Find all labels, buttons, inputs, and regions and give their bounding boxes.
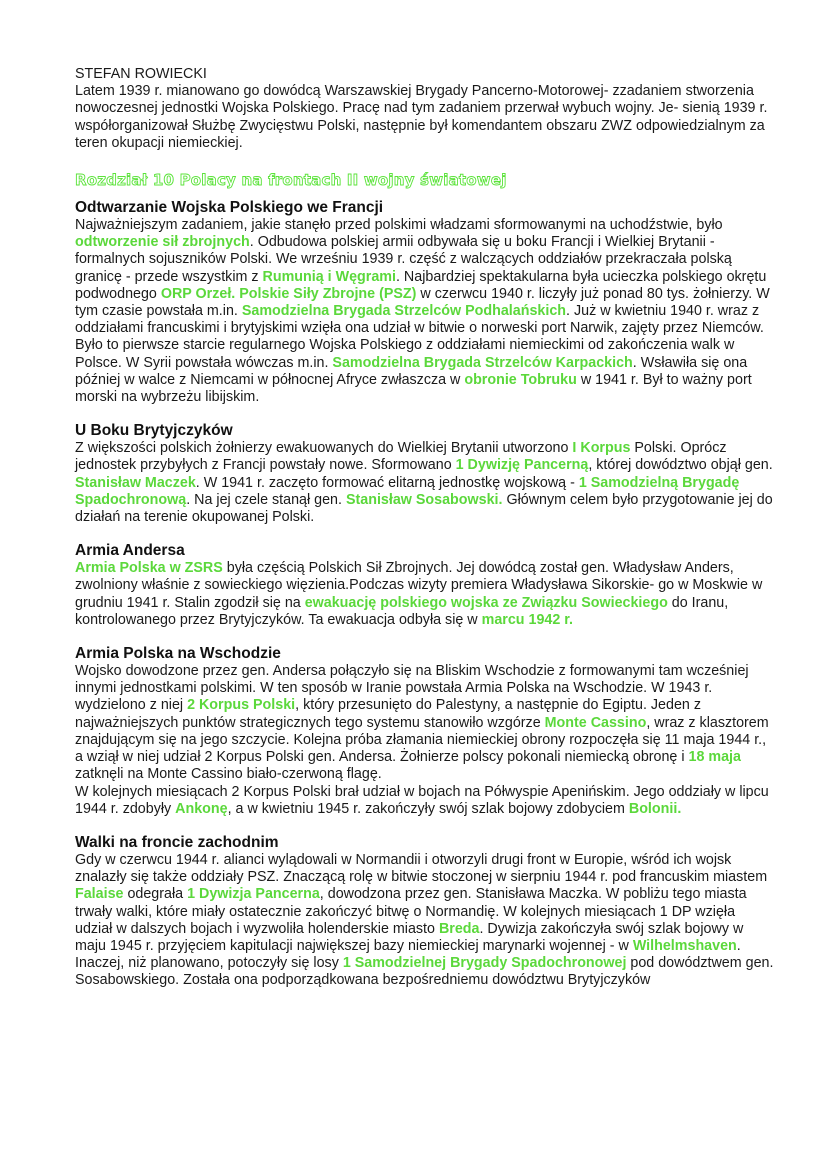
text-run: Inaczej, niż planowano, potoczyły się losy bbox=[75, 955, 343, 972]
highlighted-term: odtworzenie sił zbrojnych bbox=[75, 234, 250, 251]
text-run: w 1941 r. Był to ważny port morski na wybrzeżu libijskim. bbox=[75, 371, 752, 406]
highlighted-term: obronie Tobruku bbox=[464, 371, 577, 388]
highlighted-term: Ankonę bbox=[175, 800, 228, 817]
text-run: była częścią Polskich Sił Zbrojnych. Jej dowódcą został gen. Władysław Anders, zwolniony właśnie z sowieckiego więzienia.Podczas wizyty premiera Władysława Sikorskie- go w Moskwie w grudniu 1941 r. Stalin zgodził się na bbox=[75, 560, 763, 611]
section-paragraph bbox=[75, 784, 775, 818]
section-heading: Armia Andersa bbox=[75, 542, 185, 560]
text-run: . Najbardziej spektakularna była ucieczka polskiego okrętu podwodnego bbox=[75, 268, 767, 302]
highlighted-term: I Korpus bbox=[572, 440, 631, 457]
text-run: . bbox=[736, 937, 741, 954]
highlighted-term: Stanisław Maczek bbox=[75, 474, 196, 491]
text-run: odegrała bbox=[123, 886, 188, 903]
text-run: , który przesunięto do Palestyny, a następnie do Egiptu. Jeden z najważniejszych punktów strategicznych tego systemu stanowiło wzgórze bbox=[75, 697, 701, 731]
section-paragraph bbox=[75, 663, 775, 783]
section-paragraph bbox=[75, 217, 775, 406]
section-paragraph bbox=[75, 560, 775, 629]
text-run: pod dowództwem gen. Sosabowskiego. Została ona podporządkowana bezpośredniemu dowództwu Brytyjczyków bbox=[75, 955, 774, 989]
highlighted-term: Rumunią i Węgrami bbox=[262, 268, 396, 285]
intro-text: Latem 1939 r. mianowano go dowódcą Warszawskiej Brygady Pancerno-Motorowej- zzadaniem stworzenia nowoczesnej jednostki Wojska Polskiego. Pracę nad tym zadaniem przerwał wybuch wojny. Je- sienią 1939 r. współorganizował Służbę Zwycięstwu Polski, następnie był komendantem obszaru ZWZ odpowiedzialnym za teren okupacji niemieckiej. bbox=[75, 83, 768, 151]
section bbox=[75, 421, 775, 526]
section-heading: Odtwarzanie Wojska Polskiego we Francji bbox=[75, 199, 384, 217]
highlighted-term: ewakuację polskiego wojska ze Związku Sowieckiego bbox=[304, 594, 668, 611]
highlighted-term: Samodzielna Brygada Strzelców Podhalańskich bbox=[241, 303, 567, 320]
section bbox=[75, 541, 775, 629]
text-run: W kolejnych miesiącach 2 Korpus Polski brał udział w bojach na Półwyspie Apenińskim. Jego oddziały w lipcu 1944 r. zdobyły bbox=[75, 783, 769, 817]
section bbox=[75, 644, 775, 818]
highlighted-term: 18 maja bbox=[688, 749, 741, 766]
highlighted-term: Bolonii. bbox=[628, 800, 682, 817]
section-paragraph bbox=[75, 852, 775, 955]
text-run: , dowodzona przez gen. Stanisława Maczka. W pobliżu tego miasta trwały walki, które miały ostatecznie zakończyć bitwę o Normandię. W kolejnych miesiącach 1 DP wzięła udział w dalszych bojach i wyzwoliła holenderskie miasto bbox=[75, 886, 747, 937]
section-heading: Walki na froncie zachodnim bbox=[75, 833, 279, 851]
text-run: Najważniejszym zadaniem, jakie stanęło przed polskimi władzami sformowanymi na uchodźstwie, było bbox=[75, 217, 723, 234]
section-heading: U Boku Brytyjczyków bbox=[75, 422, 233, 440]
text-run: . Już w kwietniu 1940 r. wraz z oddziałami francuskimi i brytyjskimi wzięła ona udział w bitwie o norweski port Narwik, zajęty przez Niemców. Było to pierwsze starcie regularnego Wojska Polskiego z oddziałami niemieckimi od zakończenia walk w Polsce. W Syrii powstała wówczas m.in. bbox=[75, 303, 764, 371]
text-run: . Odbudowa polskiej armii odbywała się u boku Francji i Wielkiej Brytanii - formalnych sojuszników Polski. We wrześniu 1939 r. część z walczących oddziałów przekraczała polską granicę - przede wszystkim z bbox=[75, 234, 732, 285]
section-paragraph bbox=[75, 955, 775, 989]
highlighted-term: Wilhelmshaven bbox=[632, 937, 737, 954]
highlighted-term: Monte Cassino bbox=[544, 714, 647, 731]
highlighted-term: Armia Polska w ZSRS bbox=[75, 560, 223, 577]
text-run: , której dowództwo objął gen. bbox=[588, 457, 773, 474]
text-run: . Wsławiła się ona później w walce z Niemcami w północnej Afryce zwłaszcza w bbox=[75, 354, 748, 388]
text-run: . Na jej czele stanął gen. bbox=[186, 491, 346, 508]
text-run: , a w kwietniu 1945 r. zakończyły swój szlak bojowy zdobyciem bbox=[227, 800, 629, 817]
text-run: , wraz z klasztorem znajdującym się na jego szczycie. Kolejna próba złamania niemieckiej obrony rozpoczęła się 11 maja 1944 r., a wziął w niej udział 2 Korpus Polski gen. Andersa. Żołnierze polscy pokonali niemiecką obronę i bbox=[75, 714, 769, 766]
text-run: w czerwcu 1940 r. liczyły już ponad 80 tys. żołnierzy. W tym czasie powstała m.in. bbox=[75, 285, 770, 320]
text-run: . W 1941 r. zaczęto formować elitarną jednostkę wojskową - bbox=[195, 474, 579, 491]
intro-name: STEFAN ROWIECKI bbox=[75, 66, 207, 82]
text-run: . Dywizja zakończyła swój szlak bojowy w maju 1945 r. przyjęciem kapitulacji największej bazy niemieckiej marynarki wojennej - w bbox=[75, 920, 744, 954]
sections-container bbox=[75, 198, 775, 990]
section-heading: Armia Polska na Wschodzie bbox=[75, 645, 281, 663]
text-run: zatknęli na Monte Cassino biało-czerwoną flagę. bbox=[75, 766, 382, 783]
text-run: Głównym celem było przygotowanie jej do działań na terenie okupowanej Polski. bbox=[75, 491, 773, 526]
highlighted-term: 1 Samodzielnej Brygady Spadochronowej bbox=[342, 955, 627, 972]
section bbox=[75, 833, 775, 990]
highlighted-term: 1 Dywizja Pancerna bbox=[187, 886, 320, 903]
text-run: Gdy w czerwcu 1944 r. alianci wylądowali w Normandii i otworzyli drugi front w Europie, wśród ich wojsk znalazły się także oddziały PSZ. Znaczącą rolę w bitwie stoczonej w sierpniu 1944 r. pod francuskim miastem bbox=[75, 851, 768, 886]
text-run: Z większości polskich żołnierzy ewakuowanych do Wielkiej Brytanii utworzono bbox=[75, 440, 573, 457]
highlighted-term: ORP Orzeł. Polskie Siły Zbrojne (PSZ) bbox=[160, 285, 417, 302]
text-run: Polski. Oprócz jednostek przybyłych z Francji powstały nowe. Sformowano bbox=[75, 440, 727, 474]
highlighted-term: 1 Dywizję Pancerną bbox=[455, 457, 589, 474]
chapter-title: Rozdział 10 Polacy na frontach II wojny światowej bbox=[75, 171, 507, 190]
highlighted-term: 1 Samodzielną Brygadę Spadochronową bbox=[75, 474, 740, 508]
highlighted-term: Samodzielna Brygada Strzelców Karpackich bbox=[332, 354, 633, 371]
highlighted-term: marcu 1942 r. bbox=[481, 611, 574, 628]
highlighted-term: Breda bbox=[438, 920, 480, 937]
highlighted-term: Falaise bbox=[75, 886, 124, 903]
section bbox=[75, 198, 775, 406]
document-page bbox=[75, 66, 775, 1005]
intro-block bbox=[75, 66, 775, 152]
text-run: do Iranu, kontrolowanego przez Brytyjczyków. Ta ewakuacja odbyła się w bbox=[75, 594, 729, 628]
section-paragraph bbox=[75, 440, 775, 526]
highlighted-term: 2 Korpus Polski bbox=[187, 697, 296, 714]
text-run: Wojsko dowodzone przez gen. Andersa połączyło się na Bliskim Wschodzie z formowanymi tam wcześniej innymi jednostkami polskimi. W ten sposób w Iranie powstała Armia Polska na Wschodzie. W 1943 r. wydzielono z niej bbox=[75, 663, 749, 714]
highlighted-term: Stanisław Sosabowski. bbox=[345, 491, 503, 508]
